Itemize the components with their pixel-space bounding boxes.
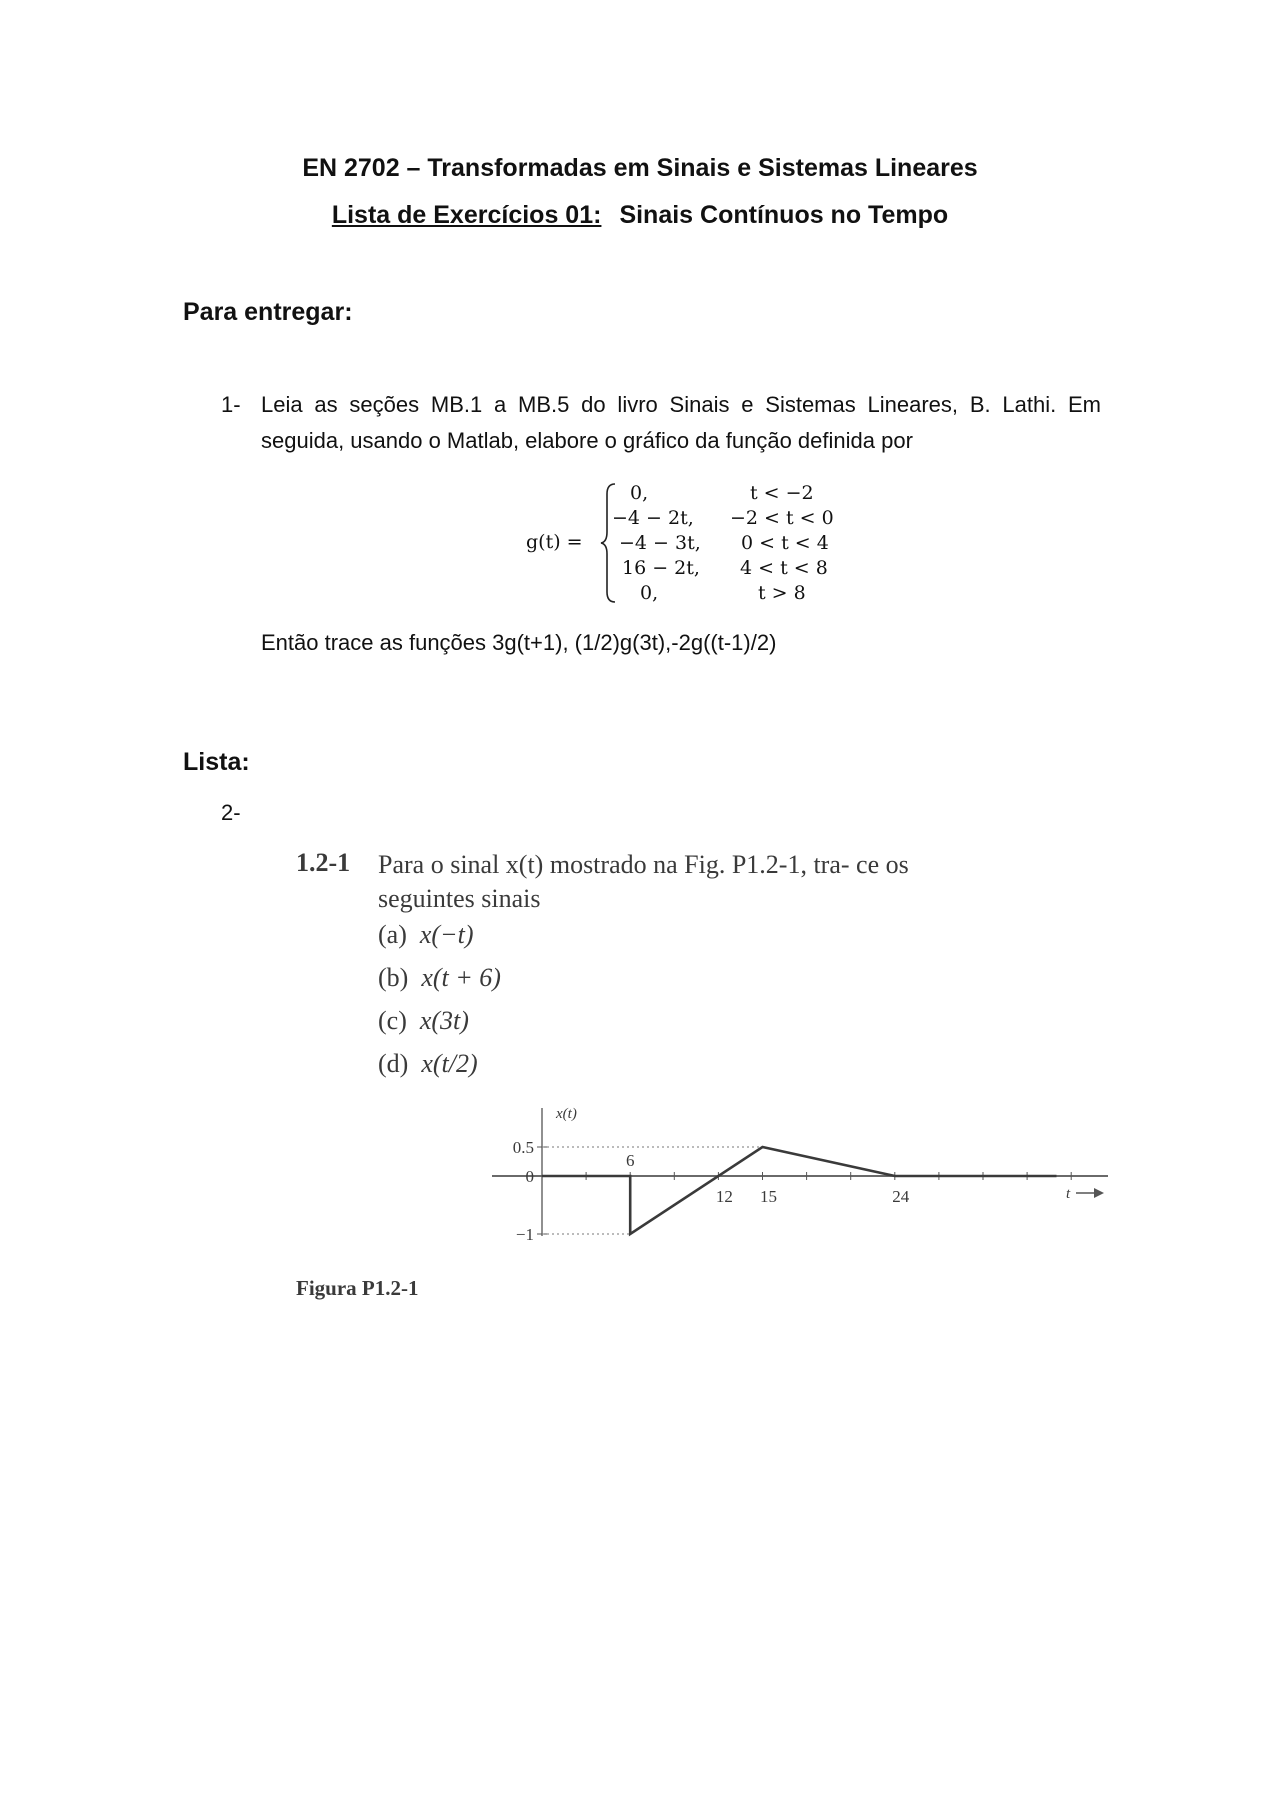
x-tick-label: 12 <box>715 1187 733 1206</box>
x-tick-label: 24 <box>892 1187 910 1206</box>
y-tick-label: 0 <box>525 1167 534 1186</box>
problem-number: 1.2-1 <box>296 848 351 877</box>
subitem-expression: x(3t) <box>419 1006 469 1035</box>
y-tick-label: 0.5 <box>512 1138 534 1157</box>
case-condition: t > 8 <box>758 582 806 604</box>
case-expr: 0, <box>640 582 659 604</box>
case-expr: 16 − 2t, <box>622 557 700 579</box>
piecewise-equation <box>520 480 850 605</box>
x-axis-arrow-head <box>1094 1188 1104 1198</box>
subitem-label: (a) <box>378 920 407 949</box>
case-expr: −4 − 3t, <box>619 532 701 554</box>
case-expr: 0, <box>630 482 649 504</box>
item-number: 2- <box>221 800 241 825</box>
y-axis-label: x(t) <box>556 1106 577 1122</box>
subitem-expression: x(t/2) <box>421 1049 478 1078</box>
subitem-label: (d) <box>378 1049 409 1078</box>
x-tick-label: 15 <box>760 1187 777 1206</box>
signal-plot <box>480 1100 1120 1260</box>
problem-subitem <box>378 920 473 950</box>
case-condition: −2 < t < 0 <box>730 507 834 529</box>
item-text: Leia as seções MB.1 a MB.5 do livro Sinais e Sistemas Lineares, B. Lathi. Em seguida, usando o Matlab, elabore o gráfico da função definida por <box>261 392 1101 453</box>
x-axis-label: t <box>1066 1186 1071 1202</box>
problem-subitem <box>378 1049 478 1079</box>
list-title <box>0 201 1280 230</box>
item-number: 1- <box>221 392 241 417</box>
signal-line <box>542 1147 1057 1234</box>
case-condition: 4 < t < 8 <box>740 557 828 579</box>
y-tick-label: −1 <box>515 1225 534 1244</box>
problem-statement: Para o sinal x(t) mostrado na Fig. P1.2-1, tra- ce os seguintes sinais <box>378 850 909 913</box>
subitem-label: (c) <box>378 1006 407 1035</box>
problem-subitem <box>378 1006 469 1036</box>
subitem-label: (b) <box>378 963 409 992</box>
left-brace <box>600 482 618 604</box>
equation-lhs: g(t) = <box>526 531 583 553</box>
case-condition: t < −2 <box>750 482 814 504</box>
problem-subitem <box>378 963 501 993</box>
section-heading-deliver: Para entregar: <box>183 298 353 326</box>
section-heading-list: Lista: <box>183 748 250 776</box>
list-topic: Sinais Contínuos no Tempo <box>619 201 949 229</box>
item-followup-text: Então trace as funções 3g(t+1), (1/2)g(3t),-2g((t-1)/2) <box>261 630 777 655</box>
case-condition: 0 < t < 4 <box>741 532 829 554</box>
course-title: EN 2702 – Transformadas em Sinais e Sistemas Lineares <box>302 154 978 182</box>
x-tick-label: 6 <box>625 1151 635 1170</box>
figure-caption: Figura P1.2-1 <box>296 1276 419 1300</box>
subitem-expression: x(t + 6) <box>421 963 501 992</box>
subitem-expression: x(−t) <box>419 920 474 949</box>
list-label: Lista de Exercícios 01: <box>331 201 602 229</box>
case-expr: −4 − 2t, <box>612 507 694 529</box>
